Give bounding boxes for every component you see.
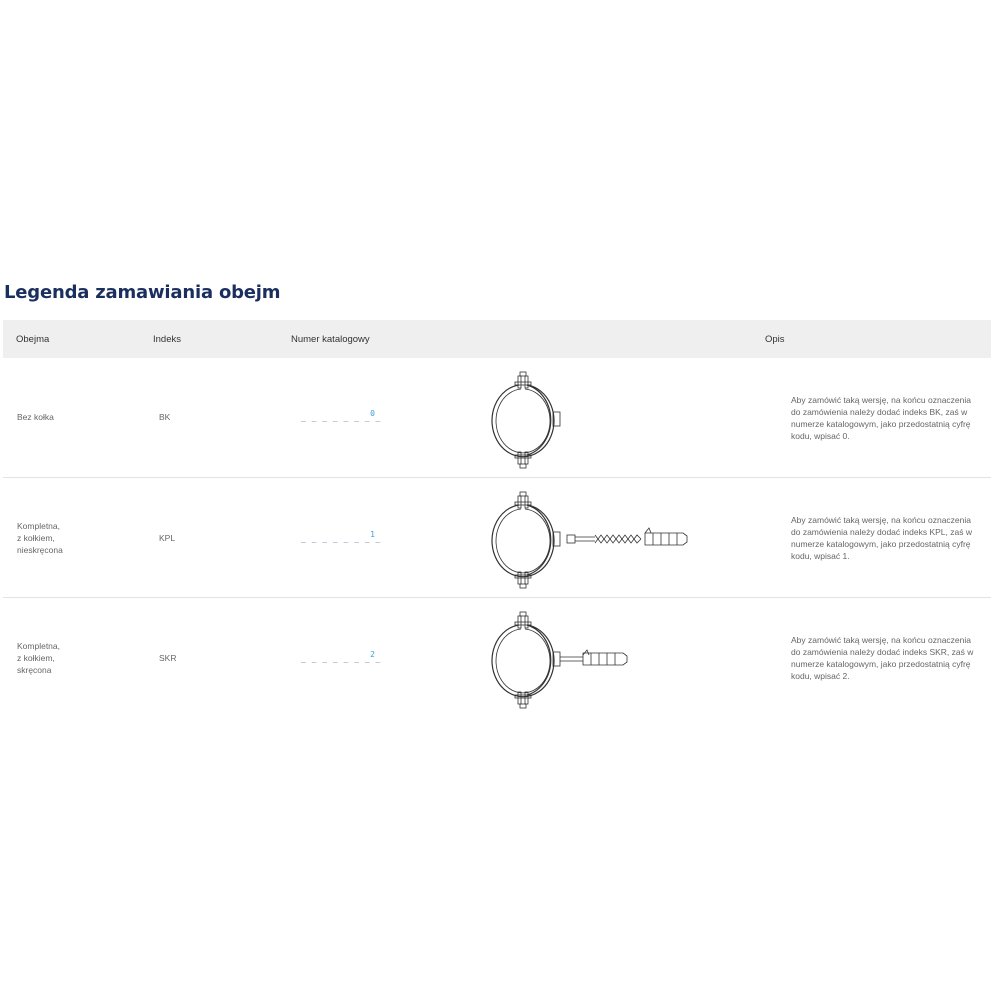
index-code: KPL <box>159 533 176 543</box>
description: Aby zamówić taką wersję, na końcu oznaczenia do zamówienia należy dodać indeks SKR, zaś w numerze katalogowym, jako przedostatnią cyfrę kodu, wpisać 2. <box>791 635 974 681</box>
header-numer-katalogowy: Numer katalogowy <box>291 334 370 345</box>
pipe-clamp-without-dowel-image <box>483 370 683 475</box>
pipe-clamp-with-assembled-dowel-image <box>483 610 683 715</box>
clamp-type-name: Bez kołka <box>17 412 54 422</box>
catalog-number: _ _ _ _ _ _ _1_ <box>301 530 381 543</box>
pipe-clamp-with-separate-dowel-image <box>483 490 703 595</box>
page-title: Legenda zamawiania obejm <box>4 282 281 303</box>
header-opis: Opis <box>765 334 785 345</box>
description: Aby zamówić taką wersję, na końcu oznaczenia do zamówienia należy dodać indeks BK, zaś w numerze katalogowym, jako przedostatnią cyfrę kodu, wpisać 0. <box>791 395 972 441</box>
header-obejma: Obejma <box>16 334 50 345</box>
clamp-type-name: Kompletna, z kołkiem, nieskręcona <box>17 521 63 555</box>
catalog-number: _ _ _ _ _ _ _2_ <box>301 650 381 663</box>
catalog-number: _ _ _ _ _ _ _0_ <box>301 409 381 422</box>
table-row <box>3 358 991 478</box>
index-code: BK <box>159 412 171 422</box>
table-header <box>3 320 991 358</box>
description: Aby zamówić taką wersję, na końcu oznaczenia do zamówienia należy dodać indeks KPL, zaś w numerze katalogowym, jako przedostatnią cyfrę kodu, wpisać 1. <box>791 515 972 561</box>
header-indeks: Indeks <box>153 334 181 345</box>
order-legend-table <box>3 320 991 717</box>
clamp-type-name: Kompletna, z kołkiem, skręcona <box>17 641 60 675</box>
index-code: SKR <box>159 653 177 663</box>
table-row <box>3 478 991 598</box>
table-row <box>3 598 991 717</box>
